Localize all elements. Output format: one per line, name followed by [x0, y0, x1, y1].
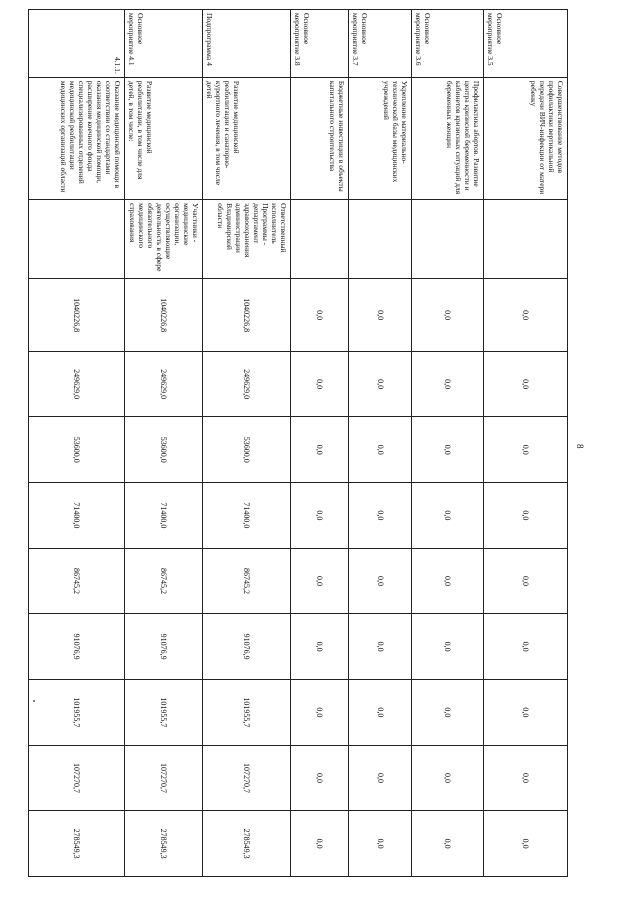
value-cell: 0,0 [349, 745, 412, 811]
table-row [349, 10, 412, 877]
row-name: Развитие медицинской реабилитации, в том числе для детей, в том числе: [125, 77, 203, 199]
value-cell: 0,0 [291, 351, 349, 417]
value-cell: 0,0 [349, 614, 412, 680]
value-cell: 0,0 [484, 483, 568, 549]
value-cell: 0,0 [484, 548, 568, 614]
table-row [412, 10, 484, 877]
row-executor: Ответственный исполнитель Программы - департамент здравоохранения администрации Владимирской области [203, 200, 291, 279]
value-cell: 249629,0 [29, 351, 125, 417]
value-cell: 0,0 [412, 680, 484, 746]
budget-table-body [29, 10, 568, 877]
value-cell: 0,0 [349, 351, 412, 417]
value-cell: 101955,7 [29, 680, 125, 746]
value-cell: 0,0 [291, 745, 349, 811]
row-name: Совершенствование методов профилактики вертикальной передачи ВИЧ-инфекции от матери ребенку [484, 77, 568, 199]
row-code: Подпрограмма 4 [203, 10, 291, 78]
value-cell: 0,0 [349, 417, 412, 483]
value-cell: 278549,3 [29, 811, 125, 877]
value-cell: 0,0 [412, 811, 484, 877]
row-code: Основное мероприятие 3.8 [291, 10, 349, 78]
value-cell: 0,0 [291, 680, 349, 746]
value-cell: 0,0 [291, 548, 349, 614]
value-cell: 0,0 [291, 614, 349, 680]
value-cell: 249629,0 [125, 351, 203, 417]
row-executor: Участники - медицинские организации, осуществляющие деятельность в сфере обязательного медицинского страхования [125, 200, 203, 279]
value-cell: 91076,9 [29, 614, 125, 680]
value-cell: 86745,2 [203, 548, 291, 614]
value-cell: 0,0 [349, 811, 412, 877]
value-cell: 53600,0 [125, 417, 203, 483]
value-cell: 86745,2 [125, 548, 203, 614]
row-code: Основное мероприятие 4.1 [125, 10, 203, 78]
value-cell: 1040226,8 [125, 279, 203, 351]
value-cell: 0,0 [412, 745, 484, 811]
row-name: Укрепление материально-технической базы медицинских учреждений [349, 77, 412, 199]
value-cell: 0,0 [484, 614, 568, 680]
value-cell: 249629,0 [203, 351, 291, 417]
row-name: Профилактика абортов. Развитие центра кризисной беременности и кабинетов кризисных ситуаций для беременных женщин [412, 77, 484, 199]
row-code: Основное мероприятие 3.6 [412, 10, 484, 78]
value-cell: 0,0 [412, 279, 484, 351]
value-cell: 91076,9 [125, 614, 203, 680]
value-cell: 0,0 [412, 417, 484, 483]
value-cell: 71400,0 [29, 483, 125, 549]
value-cell: 71400,0 [203, 483, 291, 549]
table-row [291, 10, 349, 877]
value-cell: 278549,3 [203, 811, 291, 877]
value-cell: 0,0 [291, 483, 349, 549]
value-cell: 107270,7 [203, 745, 291, 811]
row-executor [291, 200, 349, 279]
value-cell: 0,0 [349, 680, 412, 746]
table-row [484, 10, 568, 877]
row-code: Основное мероприятие 3.7 [349, 10, 412, 78]
value-cell: 0,0 [291, 811, 349, 877]
row-executor [412, 200, 484, 279]
scan-speck [33, 700, 35, 702]
value-cell: 91076,9 [203, 614, 291, 680]
row-name: Развитие медицинской реабилитации и санаторно-курортного лечения, в том числе детей [203, 77, 291, 199]
value-cell: 0,0 [412, 548, 484, 614]
row-executor [349, 200, 412, 279]
value-cell: 0,0 [349, 483, 412, 549]
row-name: Оказание медицинской помощи в соответствии со стандартами оказания медицинской помощи, расширение коечного фонда специализированных отделений медицинской реабилитации медицинских организаций области [29, 77, 125, 199]
value-cell: 0,0 [291, 279, 349, 351]
value-cell: 0,0 [484, 417, 568, 483]
value-cell: 0,0 [412, 614, 484, 680]
value-cell: 0,0 [291, 417, 349, 483]
value-cell: 101955,7 [125, 680, 203, 746]
table-row [125, 10, 203, 877]
table-row [29, 10, 125, 877]
value-cell: 107270,7 [125, 745, 203, 811]
value-cell: 101955,7 [203, 680, 291, 746]
value-cell: 86745,2 [29, 548, 125, 614]
row-code: 4.1.1. [29, 10, 125, 78]
row-executor [484, 200, 568, 279]
value-cell: 0,0 [349, 279, 412, 351]
table-row [203, 10, 291, 877]
value-cell: 278549,3 [125, 811, 203, 877]
value-cell: 0,0 [484, 279, 568, 351]
value-cell: 71400,0 [125, 483, 203, 549]
value-cell: 53600,0 [29, 417, 125, 483]
value-cell: 0,0 [349, 548, 412, 614]
budget-table [28, 9, 568, 877]
row-code: Основное мероприятие 3.5 [484, 10, 568, 78]
value-cell: 0,0 [484, 811, 568, 877]
page-number: 8 [575, 444, 585, 449]
row-name: Бюджетные инвестиции в объекты капитального строительства [291, 77, 349, 199]
value-cell: 0,0 [412, 351, 484, 417]
row-executor [29, 200, 125, 279]
value-cell: 0,0 [484, 680, 568, 746]
value-cell: 53600,0 [203, 417, 291, 483]
value-cell: 1040226,8 [203, 279, 291, 351]
value-cell: 1040226,8 [29, 279, 125, 351]
value-cell: 107270,7 [29, 745, 125, 811]
value-cell: 0,0 [412, 483, 484, 549]
value-cell: 0,0 [484, 745, 568, 811]
value-cell: 0,0 [484, 351, 568, 417]
